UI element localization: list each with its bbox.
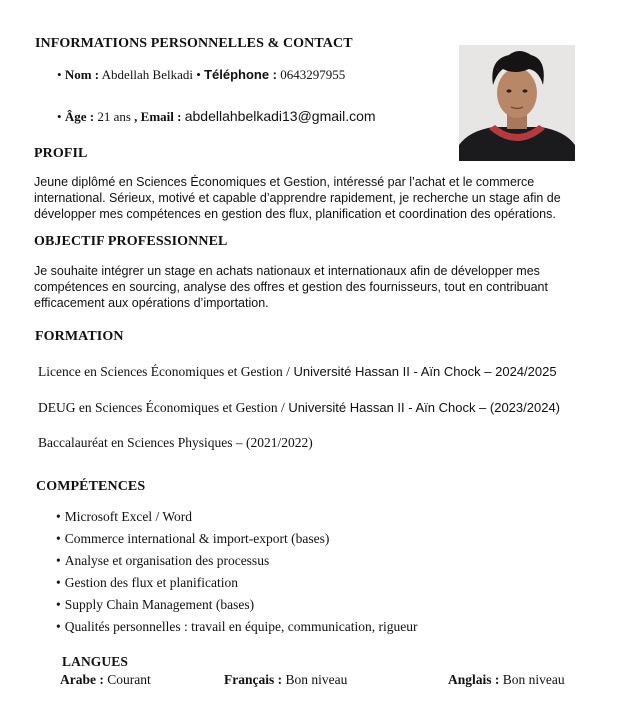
objective-line: efficacement aux opérations d’importation.	[34, 296, 269, 310]
education-degree: Baccalauréat en Sciences Physiques – (2021/2022)	[38, 435, 313, 450]
objective-text	[34, 263, 594, 311]
language-arabic	[60, 672, 151, 688]
email-value: abdellahbelkadi13@gmail.com	[184, 108, 376, 124]
language-label: Anglais :	[448, 672, 500, 687]
objective-line: compétences en sourcing, analyse des offres et gestion des fournisseurs, tout en contribuant	[34, 280, 548, 294]
profile-line: Jeune diplômé en Sciences Économiques et Gestion, intéressé par l’achat et le commerce	[34, 175, 535, 189]
name-phone-line: • Nom : Abdellah Belkadi • Téléphone : 0643297955	[57, 67, 346, 82]
language-level: Bon niveau	[285, 672, 348, 687]
skill-item: • Commerce international & import-export (bases)	[56, 528, 418, 550]
language-french	[224, 672, 347, 688]
education-item	[38, 400, 560, 416]
profile-photo	[459, 45, 575, 161]
language-label: Arabe :	[60, 672, 104, 687]
language-english	[448, 672, 565, 688]
age-email-line: • Âge : 21 ans , Email : abdellahbelkadi13@gmail.com	[57, 108, 376, 124]
age-value: 21 ans	[97, 109, 131, 124]
skills-heading: COMPÉTENCES	[36, 479, 146, 494]
language-label: Français :	[224, 672, 283, 687]
languages-heading: LANGUES	[62, 654, 128, 669]
contact-heading: INFORMATIONS PERSONNELLES & CONTACT	[35, 36, 353, 51]
profile-photo-icon	[459, 45, 575, 161]
skill-item: • Analyse et organisation des processus	[56, 550, 418, 572]
age-label: Âge :	[64, 109, 95, 124]
education-school: Université Hassan II - Aïn Chock – (2023/2024)	[284, 400, 561, 415]
skill-item: • Gestion des flux et planification	[56, 572, 418, 594]
objective-line: Je souhaite intégrer un stage en achats nationaux et internationaux afin de développer mes	[34, 264, 540, 278]
profile-heading: PROFIL	[34, 146, 88, 161]
education-school: Université Hassan II - Aïn Chock – 2024/2025	[289, 364, 557, 379]
name-label: Nom :	[64, 67, 100, 82]
education-heading: FORMATION	[35, 329, 124, 344]
education-degree: DEUG en Sciences Économiques et Gestion /	[38, 400, 285, 415]
phone-value: 0643297955	[280, 67, 346, 82]
skill-item: • Supply Chain Management (bases)	[56, 594, 418, 616]
skill-item: • Qualités personnelles : travail en équipe, communication, rigueur	[56, 616, 418, 638]
education-item	[38, 435, 313, 451]
language-level: Courant	[107, 672, 151, 687]
profile-text	[34, 174, 594, 222]
name-value: Abdellah Belkadi	[101, 67, 193, 82]
language-level: Bon niveau	[502, 672, 565, 687]
profile-line: développer mes compétences en gestion des flux, planification et coordination des opérations.	[34, 207, 556, 221]
objective-heading: OBJECTIF PROFESSIONNEL	[34, 234, 228, 249]
skills-list	[56, 506, 418, 638]
skill-item: • Microsoft Excel / Word	[56, 506, 418, 528]
education-degree: Licence en Sciences Économiques et Gestion /	[38, 364, 290, 379]
education-item	[38, 364, 557, 380]
phone-label: Téléphone :	[204, 67, 278, 82]
email-label: Email :	[140, 109, 182, 124]
profile-line: international. Sérieux, motivé et capable d’apprendre rapidement, je recherche un stage afin de	[34, 191, 561, 205]
